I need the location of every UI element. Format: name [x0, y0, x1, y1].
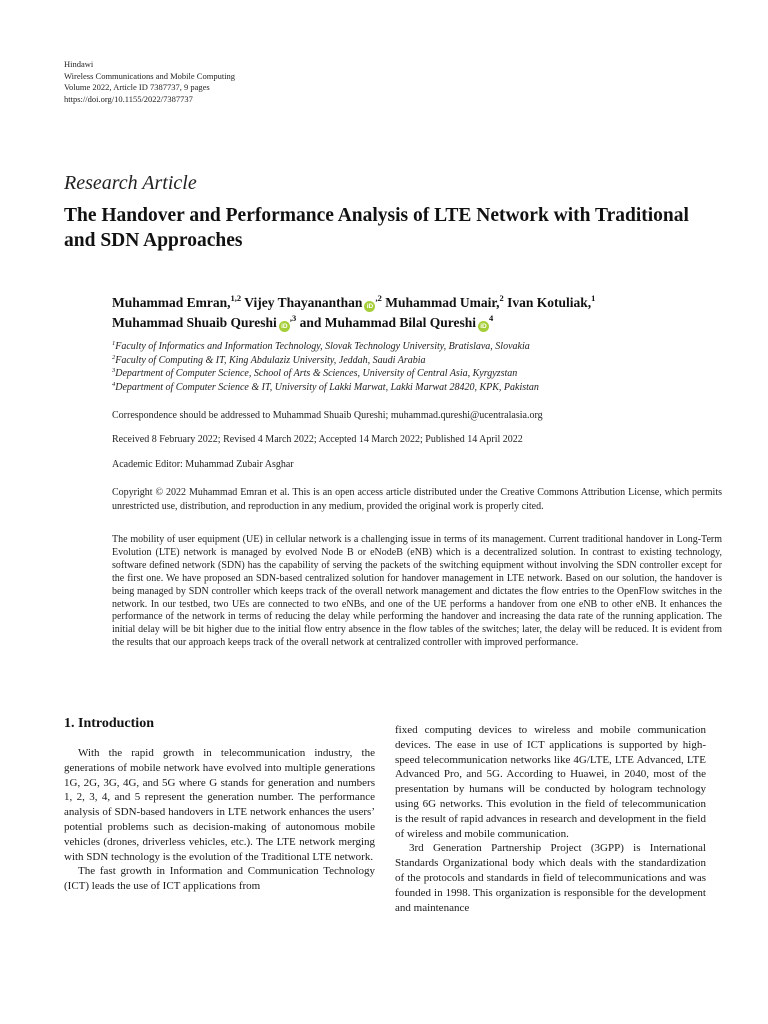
affiliation-ref: 2: [499, 293, 504, 303]
affiliation-ref: 1,2: [230, 293, 242, 303]
affiliation-text: Department of Computer Science & IT, University of Lakki Marwat, Lakki Marwat 28420, KPK, Pakistan: [115, 381, 539, 393]
copyright-notice: Copyright © 2022 Muhammad Emran et al. This is an open access article distributed under the Creative Commons Attribution License, which permits unrestricted use, distribution, and reproduction in any medium, provided the original work is properly cited.: [112, 487, 722, 512]
affiliation-number: 4: [112, 380, 116, 388]
author-list: [112, 293, 732, 333]
affiliation-item: [112, 367, 732, 381]
right-column: [395, 723, 706, 915]
doi-link[interactable]: https://doi.org/10.1155/2022/7387737: [64, 93, 193, 104]
body-paragraph: The fast growth in Information and Communication Technology (ICT) leads the use of ICT applications from: [64, 865, 375, 893]
author-name: Muhammad Emran,: [112, 295, 231, 310]
section-heading-introduction: 1. Introduction: [64, 716, 154, 731]
journal-header: [64, 59, 235, 105]
affiliation-text: Faculty of Informatics and Information Technology, Slovak Technology University, Bratislava, Slovakia: [115, 341, 530, 352]
author-name: Vijey Thayananthan: [244, 295, 363, 310]
article-title: The Handover and Performance Analysis of LTE Network with Traditional and SDN Approaches: [64, 205, 689, 251]
publisher-name: Hindawi: [64, 59, 94, 69]
affiliation-number: 3: [112, 367, 116, 374]
correspondence-note: Correspondence should be addressed to Muhammad Shuaib Qureshi; muhammad.qureshi@ucentralasia.org: [112, 410, 543, 421]
affiliation-item: [112, 381, 732, 395]
affiliation-list: [112, 340, 732, 394]
affiliation-ref: ,3: [289, 313, 297, 323]
affiliation-number: 2: [112, 353, 116, 361]
body-paragraph: fixed computing devices to wireless and mobile communication devices. The ease in use of ICT applications is supported by high-speed telecommunication networks like 4G/LTE, LTE Advanced, LTE Advanced Pro, and 5G. According to Huawei, in 2040, most of the presentation by humans will be conducted by hologram technology using 6G networks. This evolution in the field of telecommunication is the result of rapid advances in research and development in the field of wireless and mobile communication.: [395, 724, 706, 840]
affiliation-number: 1: [112, 340, 116, 347]
article-type: Research Article: [64, 172, 197, 194]
body-paragraph: With the rapid growth in telecommunication industry, the generations of mobile network have evolved into multiple generations 1G, 2G, 3G, 4G, and 5G where G stands for generation and numbers 1, 2, 3, 4, and 5 represent the generation number. The performance analysis of SDN-based handovers in LTE network enhances the users’ potential problems such as decision-making of autonomous mobile vehicles (drones, driverless vehicles, etc.). The LTE network merging with SDN technology is the evolution of the Traditional LTE network.: [64, 747, 375, 863]
author-name: Muhammad Shuaib Qureshi: [112, 315, 277, 330]
orcid-icon[interactable]: iD: [364, 301, 375, 312]
abstract: The mobility of user equipment (UE) in cellular network is a challenging issue in terms of its management. Current traditional handover in Long-Term Evolution (LTE) network is managed by evolved Node B or eNodeB (eNB) which is a decentralized solution. In contrast to existing technology, software defined network (SDN) has the capability of serving the packets of the switching equipment without involving the SDN controller except for the first one. We have proposed an SDN-based centralized solution for handover management in LTE network. Based on our solution, the handover is being managed by SDN controller which keeps track of the overall network management and dictates the flow entries to the OpenFlow switches in the network. In our testbed, two UEs are connected to two eNBs, and one of the UE performs a handover from one eNB to other eNB. It enhances the performance of the network in terms of reducing the delay while performing the handover and increasing the data rate of the running application. The initial delay will be bit higher due to the initial flow entry absence in the flow tables of the switches; later, the delay will be reduced. It is evident from the results that our approach keeps track of the overall network at centralized controller with improved performance.: [112, 534, 722, 649]
left-column: [64, 746, 375, 894]
publication-dates: Received 8 February 2022; Revised 4 March 2022; Accepted 14 March 2022; Published 14 April 2022: [112, 434, 523, 445]
affiliation-ref: ,2: [375, 293, 382, 303]
author-name: Muhammad Bilal Qureshi: [324, 315, 476, 330]
affiliation-ref: 1: [591, 293, 596, 303]
orcid-icon[interactable]: iD: [478, 321, 489, 332]
orcid-icon[interactable]: iD: [279, 321, 290, 332]
author-name: Muhammad Umair,: [385, 295, 500, 310]
body-paragraph: 3rd Generation Partnership Project (3GPP) is International Standards Organizational body which deals with the standardization of the protocols and standards in field of telecommunications and was founded in 1998. This organization is responsible for the development and maintenance: [395, 842, 706, 914]
author-conjunction: and: [299, 315, 322, 330]
affiliation-item: [112, 354, 732, 368]
journal-name: Wireless Communications and Mobile Computing: [64, 70, 236, 81]
volume-info: Volume 2022, Article ID 7387737, 9 pages: [64, 82, 210, 92]
academic-editor: Academic Editor: Muhammad Zubair Asghar: [112, 459, 294, 470]
affiliation-text: Department of Computer Science, School of Arts & Sciences, University of Central Asia, Kyrgyzstan: [115, 368, 518, 379]
affiliation-text: Faculty of Computing & IT, King Abdulaziz University, Jeddah, Saudi Arabia: [115, 354, 426, 366]
affiliation-ref: 4: [489, 313, 494, 323]
affiliation-item: [112, 340, 732, 354]
author-name: Ivan Kotuliak,: [507, 295, 592, 310]
